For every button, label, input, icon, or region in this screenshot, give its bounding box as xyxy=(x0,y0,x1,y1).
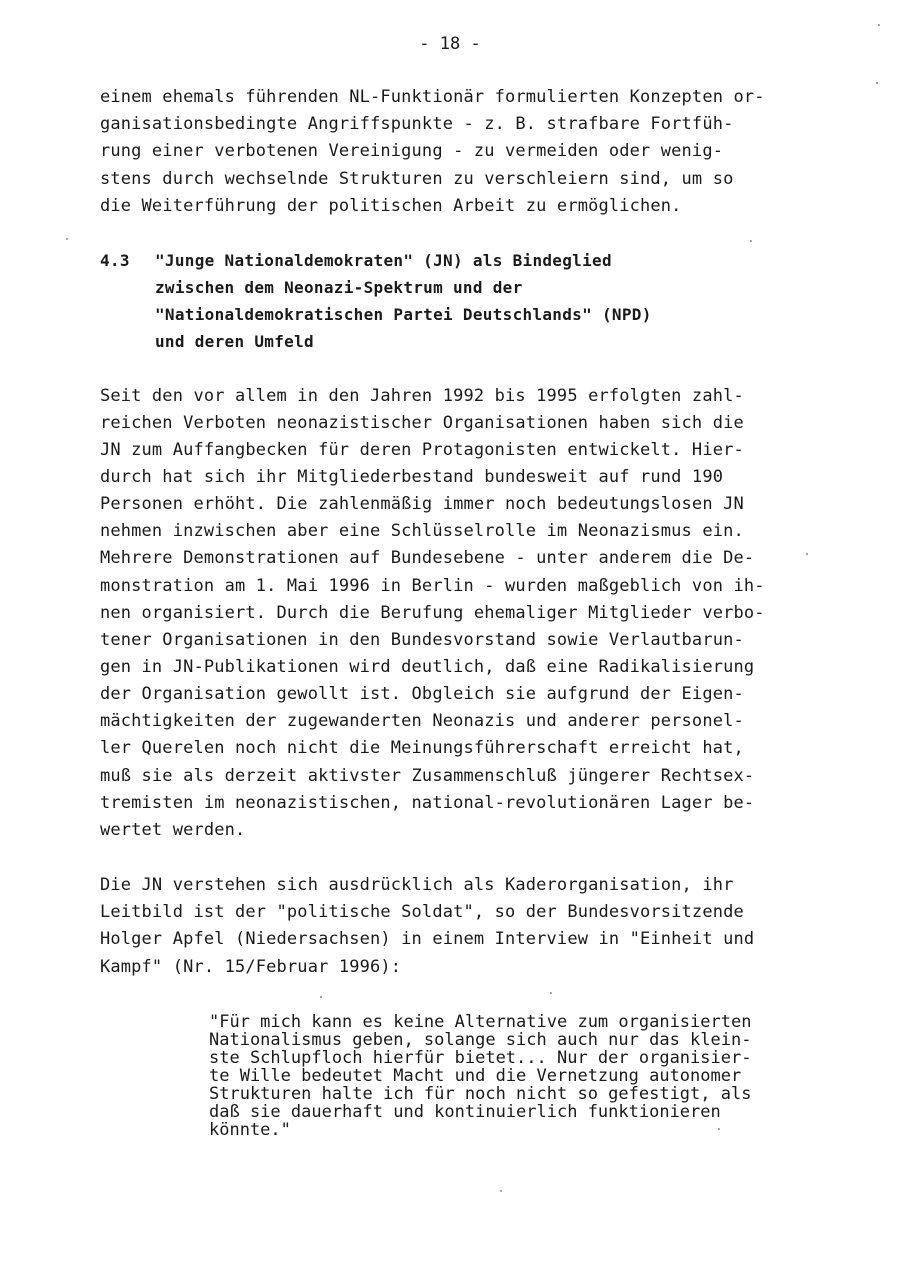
scan-speck xyxy=(750,240,752,242)
text-line: ganisationsbedingte Angriffspunkte - z. B. strafbare Fortfüh- xyxy=(100,114,734,134)
scan-speck xyxy=(878,24,880,26)
quote-line: "Für mich kann es keine Alternative zum organisierten xyxy=(209,1012,752,1032)
scan-speck xyxy=(806,553,808,555)
quote-line: ste Schlupfloch hierfür bietet... Nur der organisier- xyxy=(209,1048,752,1068)
scan-speck xyxy=(500,1190,502,1192)
text-line: nehmen inzwischen aber eine Schlüsselrolle im Neonazismus ein. xyxy=(100,521,744,541)
text-line: mächtigkeiten der zugewanderten Neonazis und anderer personel- xyxy=(100,711,744,731)
text-line: tremisten im neonazistischen, national-revolutionären Lager be- xyxy=(100,793,755,813)
section-title-line: "Junge Nationaldemokraten" (JN) als Bindeglied xyxy=(155,251,612,270)
page-number: - 18 - xyxy=(419,34,481,54)
text-line: muß sie als derzeit aktivster Zusammenschluß jüngerer Rechtsex- xyxy=(100,766,755,786)
text-line: stens durch wechselnde Strukturen zu verschleiern sind, um so xyxy=(100,169,734,189)
text-line: tener Organisationen in den Bundesvorstand sowie Verlautbarun- xyxy=(100,630,744,650)
text-line: Personen erhöht. Die zahlenmäßig immer noch bedeutungslosen JN xyxy=(100,494,744,514)
text-line: Mehrere Demonstrationen auf Bundesebene - unter anderem die De- xyxy=(100,548,755,568)
text-line: ler Querelen noch nicht die Meinungsführerschaft erreicht hat, xyxy=(100,738,744,758)
quote-line: Nationalismus geben, solange sich auch nur das klein- xyxy=(209,1030,752,1050)
text-line: JN zum Auffangbecken für deren Protagonisten entwickelt. Hier- xyxy=(100,440,744,460)
text-line: Holger Apfel (Niedersachsen) in einem Interview in "Einheit und xyxy=(100,929,755,949)
text-line: Leitbild ist der "politische Soldat", so der Bundesvorsitzende xyxy=(100,902,744,922)
text-line: nen organisiert. Durch die Berufung ehemaliger Mitglieder verbo- xyxy=(100,603,765,623)
text-line: die Weiterführung der politischen Arbeit zu ermöglichen. xyxy=(100,196,682,216)
text-line: rung einer verbotenen Vereinigung - zu vermeiden oder wenig- xyxy=(100,141,724,161)
section-title-line: "Nationaldemokratischen Partei Deutschlands" (NPD) xyxy=(155,305,652,324)
text-line: gen in JN-Publikationen wird deutlich, daß eine Radikalisierung xyxy=(100,657,755,677)
text-line: durch hat sich ihr Mitgliederbestand bundesweit auf rund 190 xyxy=(100,467,724,487)
quote-line: könnte." xyxy=(209,1120,291,1140)
scan-speck xyxy=(320,996,322,998)
scan-speck xyxy=(718,1128,720,1130)
text-line: monstration am 1. Mai 1996 in Berlin - wurden maßgeblich von ih- xyxy=(100,576,765,596)
text-line: einem ehemals führenden NL-Funktionär formulierten Konzepten or- xyxy=(100,87,765,107)
section-title-line: zwischen dem Neonazi-Spektrum und der xyxy=(155,278,523,297)
quote-line: Strukturen halte ich für noch nicht so gefestigt, als xyxy=(209,1084,752,1104)
text-line: reichen Verboten neonazistischer Organisationen haben sich die xyxy=(100,413,744,433)
text-line: Kampf" (Nr. 15/Februar 1996): xyxy=(100,957,402,977)
scan-speck xyxy=(876,82,878,84)
section-title-line: und deren Umfeld xyxy=(155,332,314,351)
text-line: der Organisation gewollt ist. Obgleich sie aufgrund der Eigen- xyxy=(100,684,744,704)
text-line: Die JN verstehen sich ausdrücklich als Kaderorganisation, ihr xyxy=(100,875,734,895)
quote-line: daß sie dauerhaft und kontinuierlich funktionieren xyxy=(209,1102,721,1122)
section-number: 4.3 xyxy=(100,251,130,270)
scan-speck xyxy=(550,992,552,994)
text-line: Seit den vor allem in den Jahren 1992 bis 1995 erfolgten zahl- xyxy=(100,386,744,406)
scan-speck xyxy=(66,238,68,240)
text-line: wertet werden. xyxy=(100,820,246,840)
quote-line: te Wille bedeutet Macht und die Vernetzung autonomer xyxy=(209,1066,742,1086)
